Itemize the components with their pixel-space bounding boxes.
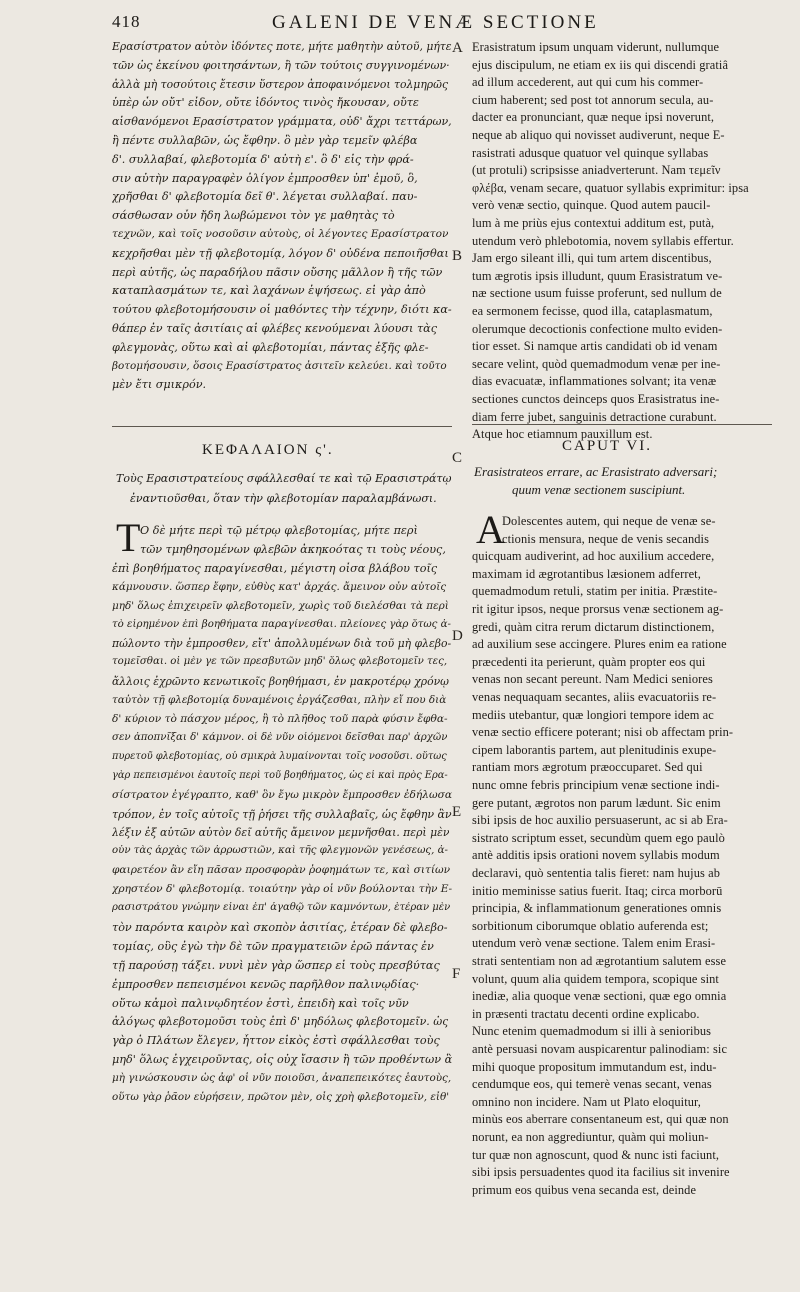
latin-text-line: cium haberent; sed post tot annorum secula, au- xyxy=(472,92,714,107)
margin-marker-e: E xyxy=(452,804,462,820)
latin-text-line: antè persuasi novam auspicarentur palinodiam: sic xyxy=(472,1042,728,1056)
greek-text-line: οὖν τὰς ἀρχὰς τῶν ἀρρωστιῶν, καὶ τῆς φλεγμονῶν γενέσεως, ἀ- xyxy=(112,845,448,857)
greek-chapter-title-line: ἐναντιοῦσθαι, ὅταν τὴν φλεβοτομίαν παραλαμβάνωσι. xyxy=(130,492,437,505)
latin-text-line: præcedenti ita perierunt, quàm propter eos qui xyxy=(472,654,706,669)
greek-text-line: μηδ' ὅλως ἐπιχειρεῖν φλεβοτομεῖν, χωρὶς τοῦ διελέσθαι τὰ περὶ xyxy=(112,599,449,612)
greek-text-line: κεχρῆσθαι μὲν τῇ φλεβοτομίᾳ, λόγον δ' οὐδένα πεποιῆσθαι xyxy=(112,246,449,260)
greek-text-line: σιν αὐτὴν παραγραφὲν ὀλίγον ἐμπροσθεν ὑπ' ἐμοῦ, ὃ, xyxy=(112,171,418,185)
greek-text-line: τεχνῶν, καὶ τοῖς νοσοῦσιν αὐτοὺς, οἱ λέγοντες Ερασίστρατον xyxy=(112,228,449,240)
latin-text-line: ea sermonem fecisse, quod illa, cataplasmatum, xyxy=(472,304,713,318)
greek-text-line: τρόπον, ἐν τοῖς αὐτοῖς τῇ ῥήσει τῆς συλλαβαῖς, ὡς ἔφθην ἂν xyxy=(112,807,452,821)
latin-text-line: in præsenti tractatu decenti ordine explicabo. xyxy=(472,1006,700,1021)
margin-marker-a: A xyxy=(452,40,463,56)
greek-text-line: ἄλλοις ἐχρῶντο κενωτικοῖς βοηθήμασι, ἐν μακροτέρῳ χρόνῳ xyxy=(112,675,449,689)
latin-text-line: diam ferre jubet, sanguinis detractione curabunt. xyxy=(472,409,717,424)
greek-text-line: τῇ παρούσῃ τάξει. νυνὶ μὲν γὰρ ὥσπερ εἰ τοὺς πρεσβύτας xyxy=(112,958,440,972)
latin-text-line: Erasistratum ipsum unquam viderunt, nullumque xyxy=(472,40,720,54)
greek-text-line: περὶ αὐτῆς, ὡς παραδήλου πᾶσιν οὔσης μᾶλλον ἢ τῆς τῶν xyxy=(112,265,443,279)
greek-chapter-title-line: Τοὺς Ερασιστρατείους σφάλλεσθαί τε καὶ τῷ Ερασιστράτῳ xyxy=(116,472,452,485)
latin-text-line: sistrato scriptum esset, secundùm quem ego paulò xyxy=(472,830,725,845)
latin-text-line: ad illum accederent, aut qui cum his commer- xyxy=(472,75,704,90)
greek-text-line: σίστρατον ἐγέγραπτο, καθ' ὃν ἔγω μικρὸν ἔμπροσθεν ἐδήλωσα xyxy=(112,788,453,801)
latin-text-line: antè additis ipsis orationi novem syllabis modum xyxy=(472,848,720,863)
latin-text-line: maximam id ægrotantibus læsionem adferret, xyxy=(472,566,701,581)
greek-text-line: μὴ γινώσκουσιν ὡς ἀφ' οἱ νῦν ποιοῦσι, ἀναπεπεικότες ἑαυτοὺς, xyxy=(112,1072,452,1085)
greek-text-line: ἐμπροσθεν πεπεισμένοι κενῶς παρῆλθον παλινῳδίας· xyxy=(112,977,420,991)
latin-text-line: dias evacuatæ, inflammationes solvant; ita venæ xyxy=(472,374,717,389)
latin-text-line: gere putant, ægrotos non parum lædunt. Sic enim xyxy=(472,795,721,810)
latin-text-line: (ut protuli) scripsisse aniadverterunt. Nam τεμεῖν xyxy=(472,163,721,178)
latin-text-line: sorbitionum ciborumque oblatio auferenda est; xyxy=(472,918,709,933)
latin-text-line: dacter ea pronunciant, quæ neque ipsi noverunt, xyxy=(472,110,715,125)
latin-text-line: lum à me priùs ejus contextui additum est, putà, xyxy=(472,216,715,230)
latin-text-line: volunt, quum alia quidem tempora, scopique sint xyxy=(472,971,719,986)
latin-text-line: quicquam audiverint, ad hoc auxilium accedere, xyxy=(472,549,715,564)
latin-text-line: minùs eos aberrare consentaneum est, qui quæ non xyxy=(472,1112,729,1127)
latin-text-line: Atque hoc etiamnum pauxillum est. xyxy=(472,427,653,442)
greek-text-line: τομίας, οὓς ἐγὼ τὴν δὲ τῶν πραγματειῶν ἐρῶ πάντας ἐν xyxy=(112,939,434,953)
latin-text-line: mihi quoque propositum immutandum est, indu- xyxy=(472,1059,717,1074)
greek-text-line: πυρετοῦ φλεβοτομίας, οὐ σμικρὰ λυμαίνονται τοῖς νοσοῦσι. οὕτως xyxy=(112,750,447,762)
latin-text-line: secare velint, quòd quemadmodum venæ per ine- xyxy=(472,356,721,371)
latin-text-line: Dolescentes autem, qui neque de venæ se- xyxy=(502,514,716,528)
greek-text-line: μὲν ἔτι σμικρόν. xyxy=(112,378,207,392)
latin-text-line: strati sententiam non ad ægrotantium salutem esse xyxy=(472,954,727,968)
latin-chapter-title-line: Erasistrateos errare, ac Erasistrato adversari; xyxy=(474,464,718,479)
latin-text-line: sibi ipsis persuadentes quod ita facilius sit invenire xyxy=(472,1165,730,1180)
greek-text-line: βοτομήσουσιν, ὅσοις Ερασίστρατος ἀσιτεῖν κελεύει. καὶ τοῦτο xyxy=(112,359,447,372)
greek-text-line: ἀλόγως φλεβοτομοῦσι τοὺς ἐπὶ δ' μηδόλως φλεβοτομεῖν. ὡς xyxy=(112,1015,449,1029)
latin-text-line: tior esset. Si namque artis candidati ob id venam xyxy=(472,339,718,354)
greek-text-line: χρῆσθαι δ' φλεβοτομία δεῖ θ'. λέγεται συλλαβαί. παυ- xyxy=(112,190,418,204)
latin-text-line: olerumque decoctionis confectione multo eviden- xyxy=(472,321,723,336)
latin-text-line: declaravi, quò sententia talis fieret: nam hujus ab xyxy=(472,866,721,880)
greek-text-line: ταὐτὸν τῇ φλεβοτομίᾳ δυναμένοις ἐργάζεσθαι, πλὴν εἴ που διὰ xyxy=(112,694,447,707)
latin-text-line: sibi ipsis de hoc auxilio persuaserunt, ac si ab Era- xyxy=(472,813,728,828)
latin-text-line: ejus discipulum, ne etiam ex iis qui discendi gratiâ xyxy=(472,57,729,72)
latin-text-line: neque ab aliquo qui novisset audiverunt, neque E- xyxy=(472,128,725,142)
greek-text-line: ἢ πέντε συλλαβῶν, ὡς ἔφθην. ὃ μὲν γὰρ τεμεῖν φλέβα xyxy=(112,134,418,147)
greek-text-line: σεν ἀποπνῖξαι δ' κάμνον. οἱ δὲ νῦν οἰόμενοι δεῖσθαι παρ' ἀρχῶν xyxy=(112,731,448,743)
greek-text-line: πώλοντο τὴν ἐμπροσθεν, εἴτ' ἀπολλυμένων διὰ τοῦ μὴ φλεβο- xyxy=(112,637,452,651)
latin-text-line: utendum verò venæ sectione. Talem enim Erasi- xyxy=(472,936,716,951)
latin-text-line: omnino non incidere. Nam ut Plato eloquitur, xyxy=(472,1094,701,1109)
latin-text-line: primum eos quibus vena secanda est, deinde xyxy=(472,1182,697,1197)
latin-text-line: rantiam mors ægrotum præoccuparet. Sed qui xyxy=(472,760,703,775)
latin-text-line: venæ sectio efficere poterant; nisi ob affectam prin- xyxy=(472,725,734,740)
greek-text-line: τομεῖσθαι. οἱ μὲν γε τῶν πρεσβυτῶν μηδ' ὅλως φλεβοτομεῖν τες, xyxy=(112,656,448,668)
greek-drop-cap: Τ xyxy=(116,515,141,560)
greek-text-line: θάπερ ἐν ταῖς ἀσιτίαις αἱ φλέβες κενούμεναι λύουσι τὰς xyxy=(112,322,437,335)
greek-text-line: οὕτω γὰρ ῥᾶον εὑρήσειν, πρῶτον μὲν, οἷς χρὴ φλεβοτομεῖν, εἶθ' xyxy=(112,1091,450,1103)
latin-text-line: cendumque eos, qui temerè venas secant, venas xyxy=(472,1077,712,1092)
latin-text-line: initio meminisse satius fuerit. Itaq; circa morborū xyxy=(472,883,723,898)
latin-text-line: mediis utebantur, quæ longiori tempore idem ac xyxy=(472,707,714,722)
greek-text-line: φλεγμονὰς, οὕτω καὶ αἱ φλεβοτομίαι, πάντας ἑξῆς φλε- xyxy=(112,340,429,354)
section-divider-rule xyxy=(472,424,772,425)
greek-text-line: τῶν ὡς ἐκείνου φοιτησάντων, ἢ τῶν τούτοις συγγινομένων· xyxy=(112,58,450,72)
page-header xyxy=(112,8,772,38)
latin-text-line: nunc omne febris principium venæ sectione indi- xyxy=(472,778,720,792)
greek-text-line: σάσθωσαν οὖν ἤδη λωβώμενοι τὸν γε μαθητὰς τὸ xyxy=(112,209,395,223)
latin-text-line: principia, & inflammationum generationes omnis xyxy=(472,901,722,916)
latin-text-line: tum ægrotis ipsis illudunt, quum Erasistratum ve- xyxy=(472,268,723,283)
margin-marker-b: B xyxy=(452,248,463,264)
latin-text-line: cipem laborantis partem, aut plenitudinis exupe- xyxy=(472,742,717,757)
greek-text-line: ὑπὲρ ὧν οὔτ' εἶδον, οὔτε ἰδόντος τινὸς ἤκουσαν, οὔτε xyxy=(112,96,419,110)
latin-text-line: Jam ergo sileant illi, qui tum artem discentibus, xyxy=(472,251,712,266)
latin-text-line: utendum verò phlebotomia, novem syllabis effertur. xyxy=(472,233,734,248)
running-title: GALENI DE VENÆ SECTIONE xyxy=(272,12,599,33)
greek-text-line: τῶν τμηθησομένων φλεβῶν ἀκηκοότας τι τοὺς νέους, xyxy=(140,542,446,556)
latin-text-line: verò venæ sectio, quinque. Quod autem paucil- xyxy=(472,198,711,213)
greek-text-line: αἰσθανόμενοι Ερασίστρατον γράμματα, οὐδ' ἄχρι τεττάρων, xyxy=(112,115,452,129)
greek-text-line: ἐπὶ βοηθήματος παραγίνεσθαι, μέγιστη οἶσα βλάβου τοῖς xyxy=(112,561,438,575)
greek-text-line: Ο δὲ μήτε περὶ τῷ μέτρῳ φλεβοτομίας, μήτε περὶ xyxy=(140,524,418,537)
latin-text-line: gredi, quàm citra rerum dictarum distinctionem, xyxy=(472,619,715,634)
greek-text-line: γὰρ πεπεισμένοι ἑαυτοῖς περὶ τοῦ βοηθήματος, ὡς εἰ καὶ πρὸς Ερα- xyxy=(112,769,448,781)
greek-text-line: τὸ εἰρημένον ἐπὶ βοηθήματα παραγίνεσθαι. πλείονες γὰρ ὅτως ἀ- xyxy=(112,618,451,630)
greek-text-line: ρασιστράτου γνώμην εἶναι ἐπ' ἀγαθῷ τῶν καμνόντων, ἑτέραν μὲν xyxy=(112,902,451,913)
latin-text-line: næ sectione usum fuisse proferunt, sed nullum de xyxy=(472,286,722,301)
greek-text-line: μηδ' ὅλως ἐγχειροῦντας, οἷς οὐχ ἴσασιν ἢ τῶν προθέντων ἃ xyxy=(112,1053,453,1067)
greek-text-line: χρηστέον δ' φλεβοτομίᾳ. τοιαύτην γὰρ οἱ νῦν βούλονται τὴν Ε- xyxy=(112,883,453,896)
latin-text-line: Nunc etenim quemadmodum si illi à senioribus xyxy=(472,1024,712,1039)
margin-marker-d: D xyxy=(452,628,463,644)
greek-text-line: δ' κύριον τὸ πάσχον μέρος, ἢ τὸ πλῆθος τοῦ παρὰ φύσιν ἔφθα- xyxy=(112,713,448,725)
latin-drop-cap: A xyxy=(476,507,505,552)
greek-text-line: οὕτω κἀμοὶ παλινῳδητέον ἐστὶ, ἐπειδὴ καὶ τοῖς νῦν xyxy=(112,996,409,1010)
greek-text-line: τούτου φλεβοτομήσουσιν οἱ μαθόντες τὴν τέχνην, διότι κα- xyxy=(112,303,452,317)
greek-text-line: κάμνουσιν. ὥσπερ ἔφην, εὐθὺς κατ' ἀρχάς. ἄμεινον οὖν αὐτοῖς xyxy=(112,580,447,593)
latin-text-line: inediæ, alia quoque venæ sectioni, quæ ego omnia xyxy=(472,989,727,1004)
section-divider-rule xyxy=(112,426,452,427)
greek-text-line: γὰρ ὁ Πλάτων ἔλεγεν, ἧττον εἰκὸς ἐστὶ σφάλλεσθαι τοὺς xyxy=(112,1034,440,1048)
greek-text-line: Ερασίστρατον αὐτὸν ἰδόντες ποτε, μήτε μαθητὴν αὐτοῦ, μήτε xyxy=(112,40,452,53)
latin-text-line: venas nequaquam secantes, aliis evacuatoriis re- xyxy=(472,690,717,704)
latin-text-line: ctionis mensura, neque de venis secandis xyxy=(502,531,710,546)
latin-text-line: tur quæ non agnoscunt, quod & nunc isti faciunt, xyxy=(472,1147,720,1162)
greek-text-line: ἀλλὰ μὴ τοσούτοις ἔτεσιν ὕστερον ἀποφαινόμενοι τολμηρῶς xyxy=(112,77,448,91)
greek-text-line: τὸν παρόντα καιρὸν καὶ σκοπὸν ἀσιτίας, ἑτέραν δὲ φλεβο- xyxy=(112,920,448,934)
latin-text-line: sectiones cunctos deinceps quos Erasistratus ine- xyxy=(472,392,720,406)
latin-text-line: quemadmodum retuli, statim per initia. Præstite- xyxy=(472,584,718,599)
latin-text-line: norunt, ea non aggrediuntur, quàm qui moliun- xyxy=(472,1130,709,1144)
latin-text-line: venas non secant pereunt. Nam Medici seniores xyxy=(472,672,713,687)
latin-chapter-title-line: quum venæ sectionem suscipiunt. xyxy=(512,482,686,497)
latin-text-line: ad auxilium sese accingere. Plures enim ea ratione xyxy=(472,637,727,652)
latin-chapter-heading: CAPUT VI. xyxy=(562,438,652,454)
latin-text-line: rit igitur ipsos, neque prorsus venæ sectionem ag- xyxy=(472,602,724,616)
margin-marker-c: C xyxy=(452,450,463,466)
greek-chapter-heading: ΚΕΦΑΛΑΙΟΝ ς'. xyxy=(202,442,334,458)
greek-text-line: λέξιν ἐξ αὐτῶν αὐτὸν δεῖ αὐτῆς ἄμεινον μεμνῆσθαι. περὶ μὲν xyxy=(112,826,450,840)
greek-text-line: δ'. συλλαβαί, φλεβοτομία δ' αὐτὴ ε'. ὃ δ' εἰς τὴν φρά- xyxy=(112,152,414,166)
greek-text-line: καταπλασμάτων τε, καὶ λαχάνων ἑψήσεως. εἰ γὰρ ἀπὸ xyxy=(112,284,426,298)
greek-text-line: φαιρετέον ἂν εἴη πᾶσαν προσφορὰν ῥοφημάτων τε, καὶ σιτίων xyxy=(112,864,451,877)
latin-text-line: φλέβα, venam secare, quatuor syllabis exprimitur: ipsa xyxy=(472,180,749,195)
page-number: 418 xyxy=(112,12,141,31)
margin-marker-f: F xyxy=(452,966,461,982)
latin-text-line: rasistrati adusque quatuor vel quinque syllabas xyxy=(472,145,709,160)
